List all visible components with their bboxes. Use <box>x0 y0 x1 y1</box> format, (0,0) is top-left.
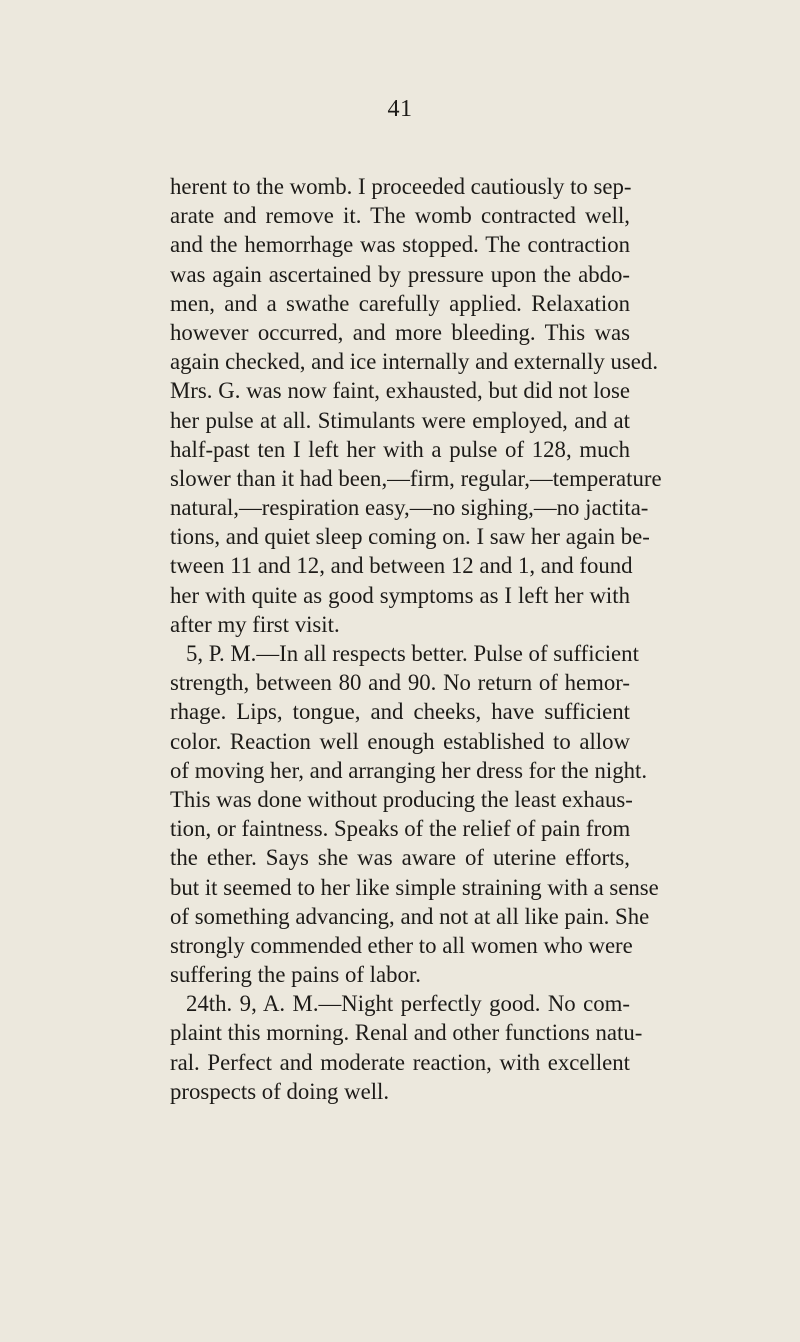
text-line: plaint this morning. Renal and other functions natu- <box>170 1020 643 1046</box>
text-line: was again ascertained by pressure upon the abdo- <box>170 261 630 287</box>
text-line: and the hemorrhage was stopped. The contraction <box>170 232 630 258</box>
text-line: Mrs. G. was now faint, exhausted, but did not lose <box>170 378 630 404</box>
text-line: after my first visit. <box>170 611 340 637</box>
text-line: natural,—respiration easy,—no sighing,—no jactita- <box>170 495 649 521</box>
text-line: the ether. Says she was aware of uterine efforts, <box>170 845 630 871</box>
text-line: of moving her, and arranging her dress for the night. <box>170 757 648 783</box>
text-line: prospects of doing well. <box>170 1078 390 1104</box>
text-line: This was done without producing the least exhaus- <box>170 786 633 812</box>
text-line: herent to the womb. I proceeded cautiously to sep- <box>170 174 632 199</box>
text-line: tions, and quiet sleep coming on. I saw her again be- <box>170 524 650 550</box>
page-number: 41 <box>387 96 413 122</box>
text-line: tween 11 and 12, and between 12 and 1, and found <box>170 553 633 579</box>
text-line: slower than it had been,—firm, regular,—temperature <box>170 465 662 491</box>
text-line: her with quite as good symptoms as I left her with <box>170 582 630 608</box>
text-line: strength, between 80 and 90. No return of hemor- <box>170 670 630 696</box>
text-line: color. Reaction well enough established to allow <box>170 728 630 754</box>
text-line: rhage. Lips, tongue, and cheeks, have sufficient <box>170 699 630 725</box>
text-line: 5, P. M.—In all respects better. Pulse of sufficient <box>186 641 639 666</box>
text-line: ral. Perfect and moderate reaction, with excellent <box>170 1049 630 1075</box>
text-line: however occurred, and more bleeding. This was <box>170 319 630 345</box>
text-line: her pulse at all. Stimulants were employed, and at <box>170 407 630 433</box>
text-line: 24th. 9, A. M.—Night perfectly good. No com- <box>186 991 630 1017</box>
text-line: but it seemed to her like simple straining with a sense <box>170 874 659 900</box>
text-line: half-past ten I left her with a pulse of 128, much <box>170 436 630 462</box>
text-line: strongly commended ether to all women who were <box>170 932 633 958</box>
body-text <box>170 172 662 1106</box>
text-line: of something advancing, and not at all like pain. She <box>170 903 650 929</box>
text-line: arate and remove it. The womb contracted well, <box>170 203 630 229</box>
text-line: tion, or faintness. Speaks of the relief of pain from <box>170 816 631 842</box>
text-line: men, and a swathe carefully applied. Relaxation <box>170 290 630 316</box>
text-line: again checked, and ice internally and externally used. <box>170 349 659 375</box>
text-line: suffering the pains of labor. <box>170 962 421 988</box>
